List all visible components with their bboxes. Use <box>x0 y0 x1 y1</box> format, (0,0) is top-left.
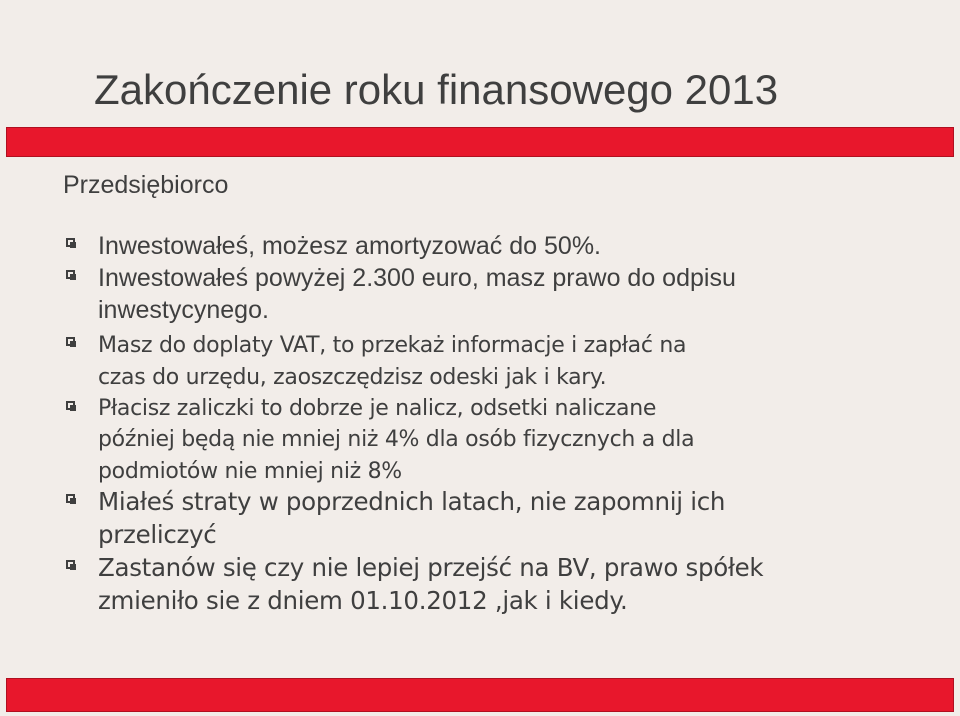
square-bullet-icon <box>66 560 78 572</box>
square-bullet-icon <box>66 494 78 506</box>
bottom-accent-bar <box>6 678 954 712</box>
bullet-text-line: Płacisz zaliczki to dobrze je nalicz, odsetki naliczane <box>98 396 657 421</box>
top-accent-bar <box>6 127 954 157</box>
bullet-text-line: później będą nie mniej niż 4% dla osób fizycznych a dla <box>98 427 695 452</box>
bullet-text-line: podmiotów nie mniej niż 8% <box>98 459 402 484</box>
square-bullet-icon <box>66 270 78 282</box>
bullet-text-line: Inwestowałeś, możesz amortyzować do 50%. <box>98 232 601 260</box>
bullet-text-line: Miałeś straty w poprzednich latach, nie zapomnij ich <box>98 487 726 516</box>
bullet-text-line: czas do urzędu, zaoszczędzisz odeski jak i kary. <box>98 365 607 390</box>
bullet-text-line: Masz do doplaty VAT, to przekaż informacje i zapłać na <box>98 333 687 358</box>
square-bullet-icon <box>66 401 78 413</box>
bullet-text-line: Zastanów się czy nie lepiej przejść na BV, prawo spółek <box>98 553 764 582</box>
section-heading: Przedsiębiorco <box>63 171 229 199</box>
square-bullet-icon <box>66 238 78 250</box>
bullet-text-line: zmieniło sie z dniem 01.10.2012 ,jak i kiedy. <box>98 586 628 615</box>
square-bullet-icon <box>66 337 78 349</box>
slide-title: Zakończenie roku finansowego 2013 <box>94 66 779 113</box>
bullet-text-line: Inwestowałeś powyżej 2.300 euro, masz prawo do odpisu <box>98 264 736 292</box>
bullet-text-line: przeliczyć <box>98 520 217 549</box>
bullet-text-line: inwestycynego. <box>98 296 269 324</box>
